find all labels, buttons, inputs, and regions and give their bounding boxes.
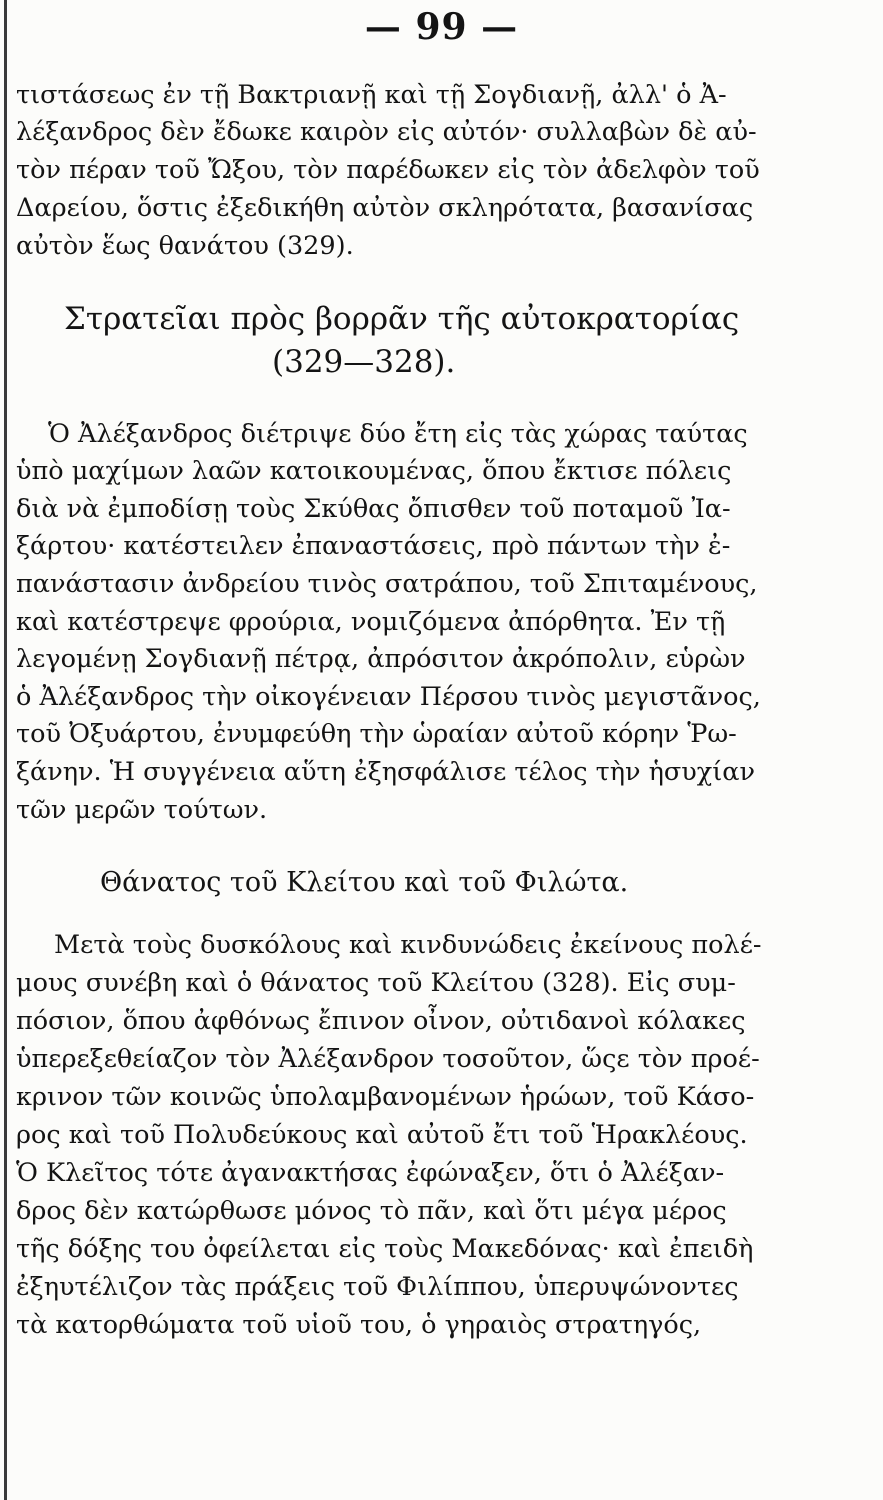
section-heading: Θάνατος τοῦ Κλείτου καὶ τοῦ Φιλώτα. bbox=[100, 867, 629, 898]
text-line: διὰ νὰ ἐμποδίσῃ τοὺς Σκύθας ὄπισθεν τοῦ ποταμοῦ Ἰα- bbox=[16, 494, 731, 524]
text-line: πανάστασιν ἀνδρείου τινὸς σατράπου, τοῦ Σπιταμένους, bbox=[16, 569, 758, 599]
text-line: ρος καὶ τοῦ Πολυδεύκους καὶ αὐτοῦ ἔτι τοῦ Ἡρακλέους. bbox=[16, 1120, 748, 1150]
section-heading-line: Στρατεῖαι πρὸς βορρᾶν τῆς αὐτοκρατορίας bbox=[64, 301, 740, 337]
page-number: — 99 — bbox=[364, 6, 519, 48]
text-line: τοῦ Ὀξυάρτου, ἐνυμφεύθη τὴν ὡραίαν αὐτοῦ κόρην Ῥω- bbox=[16, 719, 737, 749]
text-line: ὑπερεξεθείαζον τὸν Ἀλέξανδρον τοσοῦτον, ὥςε τὸν προέ- bbox=[16, 1044, 760, 1074]
text-line: αὐτὸν ἕως θανάτου (329). bbox=[16, 231, 354, 261]
text-line: μους συνέβη καὶ ὁ θάνατος τοῦ Κλείτου (328). Εἰς συμ- bbox=[16, 968, 736, 998]
text-line: ὑπὸ μαχίμων λαῶν κατοικουμένας, ὅπου ἔκτισε πόλεις bbox=[16, 456, 732, 486]
text-line: τῆς δόξης του ὀφείλεται εἰς τοὺς Μακεδόνας· καὶ ἐπειδὴ bbox=[16, 1234, 754, 1264]
text-line: Δαρείου, ὅστις ἐξεδικήθη αὐτὸν σκληρότατα, βασανίσας bbox=[16, 193, 754, 223]
text-line: καὶ κατέστρεψε φρούρια, νομιζόμενα ἀπόρθητα. Ἐν τῇ bbox=[16, 607, 726, 637]
text-line: ὁ Ἀλέξανδρος τὴν οἰκογένειαν Πέρσου τινὸς μεγιστᾶνος, bbox=[16, 682, 761, 712]
text-line: ξάνην. Ἡ συγγένεια αὕτη ἐξησφάλισε τέλος τὴν ἡσυχίαν bbox=[16, 757, 755, 787]
text-line: ξάρτου· κατέστειλεν ἐπαναστάσεις, πρὸ πάντων τὴν ἐ- bbox=[16, 531, 731, 561]
text-line: πόσιον, ὅπου ἀφθόνως ἔπινον οἶνον, οὐτιδανοὶ κόλακες bbox=[16, 1006, 746, 1036]
text-line: τιστάσεως ἐν τῇ Βακτριανῇ καὶ τῇ Σογδιανῇ, ἀλλ' ὁ Ἀ- bbox=[16, 80, 727, 110]
text-line: Μετὰ τοὺς δυσκόλους καὶ κινδυνώδεις ἐκείνους πολέ- bbox=[54, 930, 762, 960]
page-edge-shadow bbox=[4, 0, 7, 1500]
text-line: Ὁ Κλεῖτος τότε ἀγανακτήσας ἐφώναξεν, ὅτι ὁ Ἀλέξαν- bbox=[16, 1158, 725, 1188]
section-heading-line: (329—328). bbox=[272, 344, 456, 380]
text-line: τῶν μερῶν τούτων. bbox=[16, 795, 268, 825]
text-line: λέξανδρος δὲν ἔδωκε καιρὸν εἰς αὐτόν· συλλαβὼν δὲ αὐ- bbox=[16, 117, 757, 147]
text-line: δρος δὲν κατώρθωσε μόνος τὸ πᾶν, καὶ ὅτι μέγα μέρος bbox=[16, 1196, 727, 1226]
text-line: κρινον τῶν κοινῶς ὑπολαμβανομένων ἡρώων, τοῦ Κάσο- bbox=[16, 1082, 755, 1112]
text-line: ἐξηυτέλιζον τὰς πράξεις τοῦ Φιλίππου, ὑπερυψώνοντες bbox=[16, 1272, 739, 1302]
text-line: Ὁ Ἀλέξανδρος διέτριψε δύο ἔτη εἰς τὰς χώρας ταύτας bbox=[48, 419, 748, 449]
text-line: τὸν πέραν τοῦ Ὤξου, τὸν παρέδωκεν εἰς τὸν ἀδελφὸν τοῦ bbox=[16, 155, 760, 185]
text-line: τὰ κατορθώματα τοῦ υἱοῦ του, ὁ γηραιὸς στρατηγός, bbox=[16, 1310, 702, 1340]
text-line: λεγομένῃ Σογδιανῇ πέτρᾳ, ἀπρόσιτον ἀκρόπολιν, εὑρὼν bbox=[16, 644, 746, 674]
